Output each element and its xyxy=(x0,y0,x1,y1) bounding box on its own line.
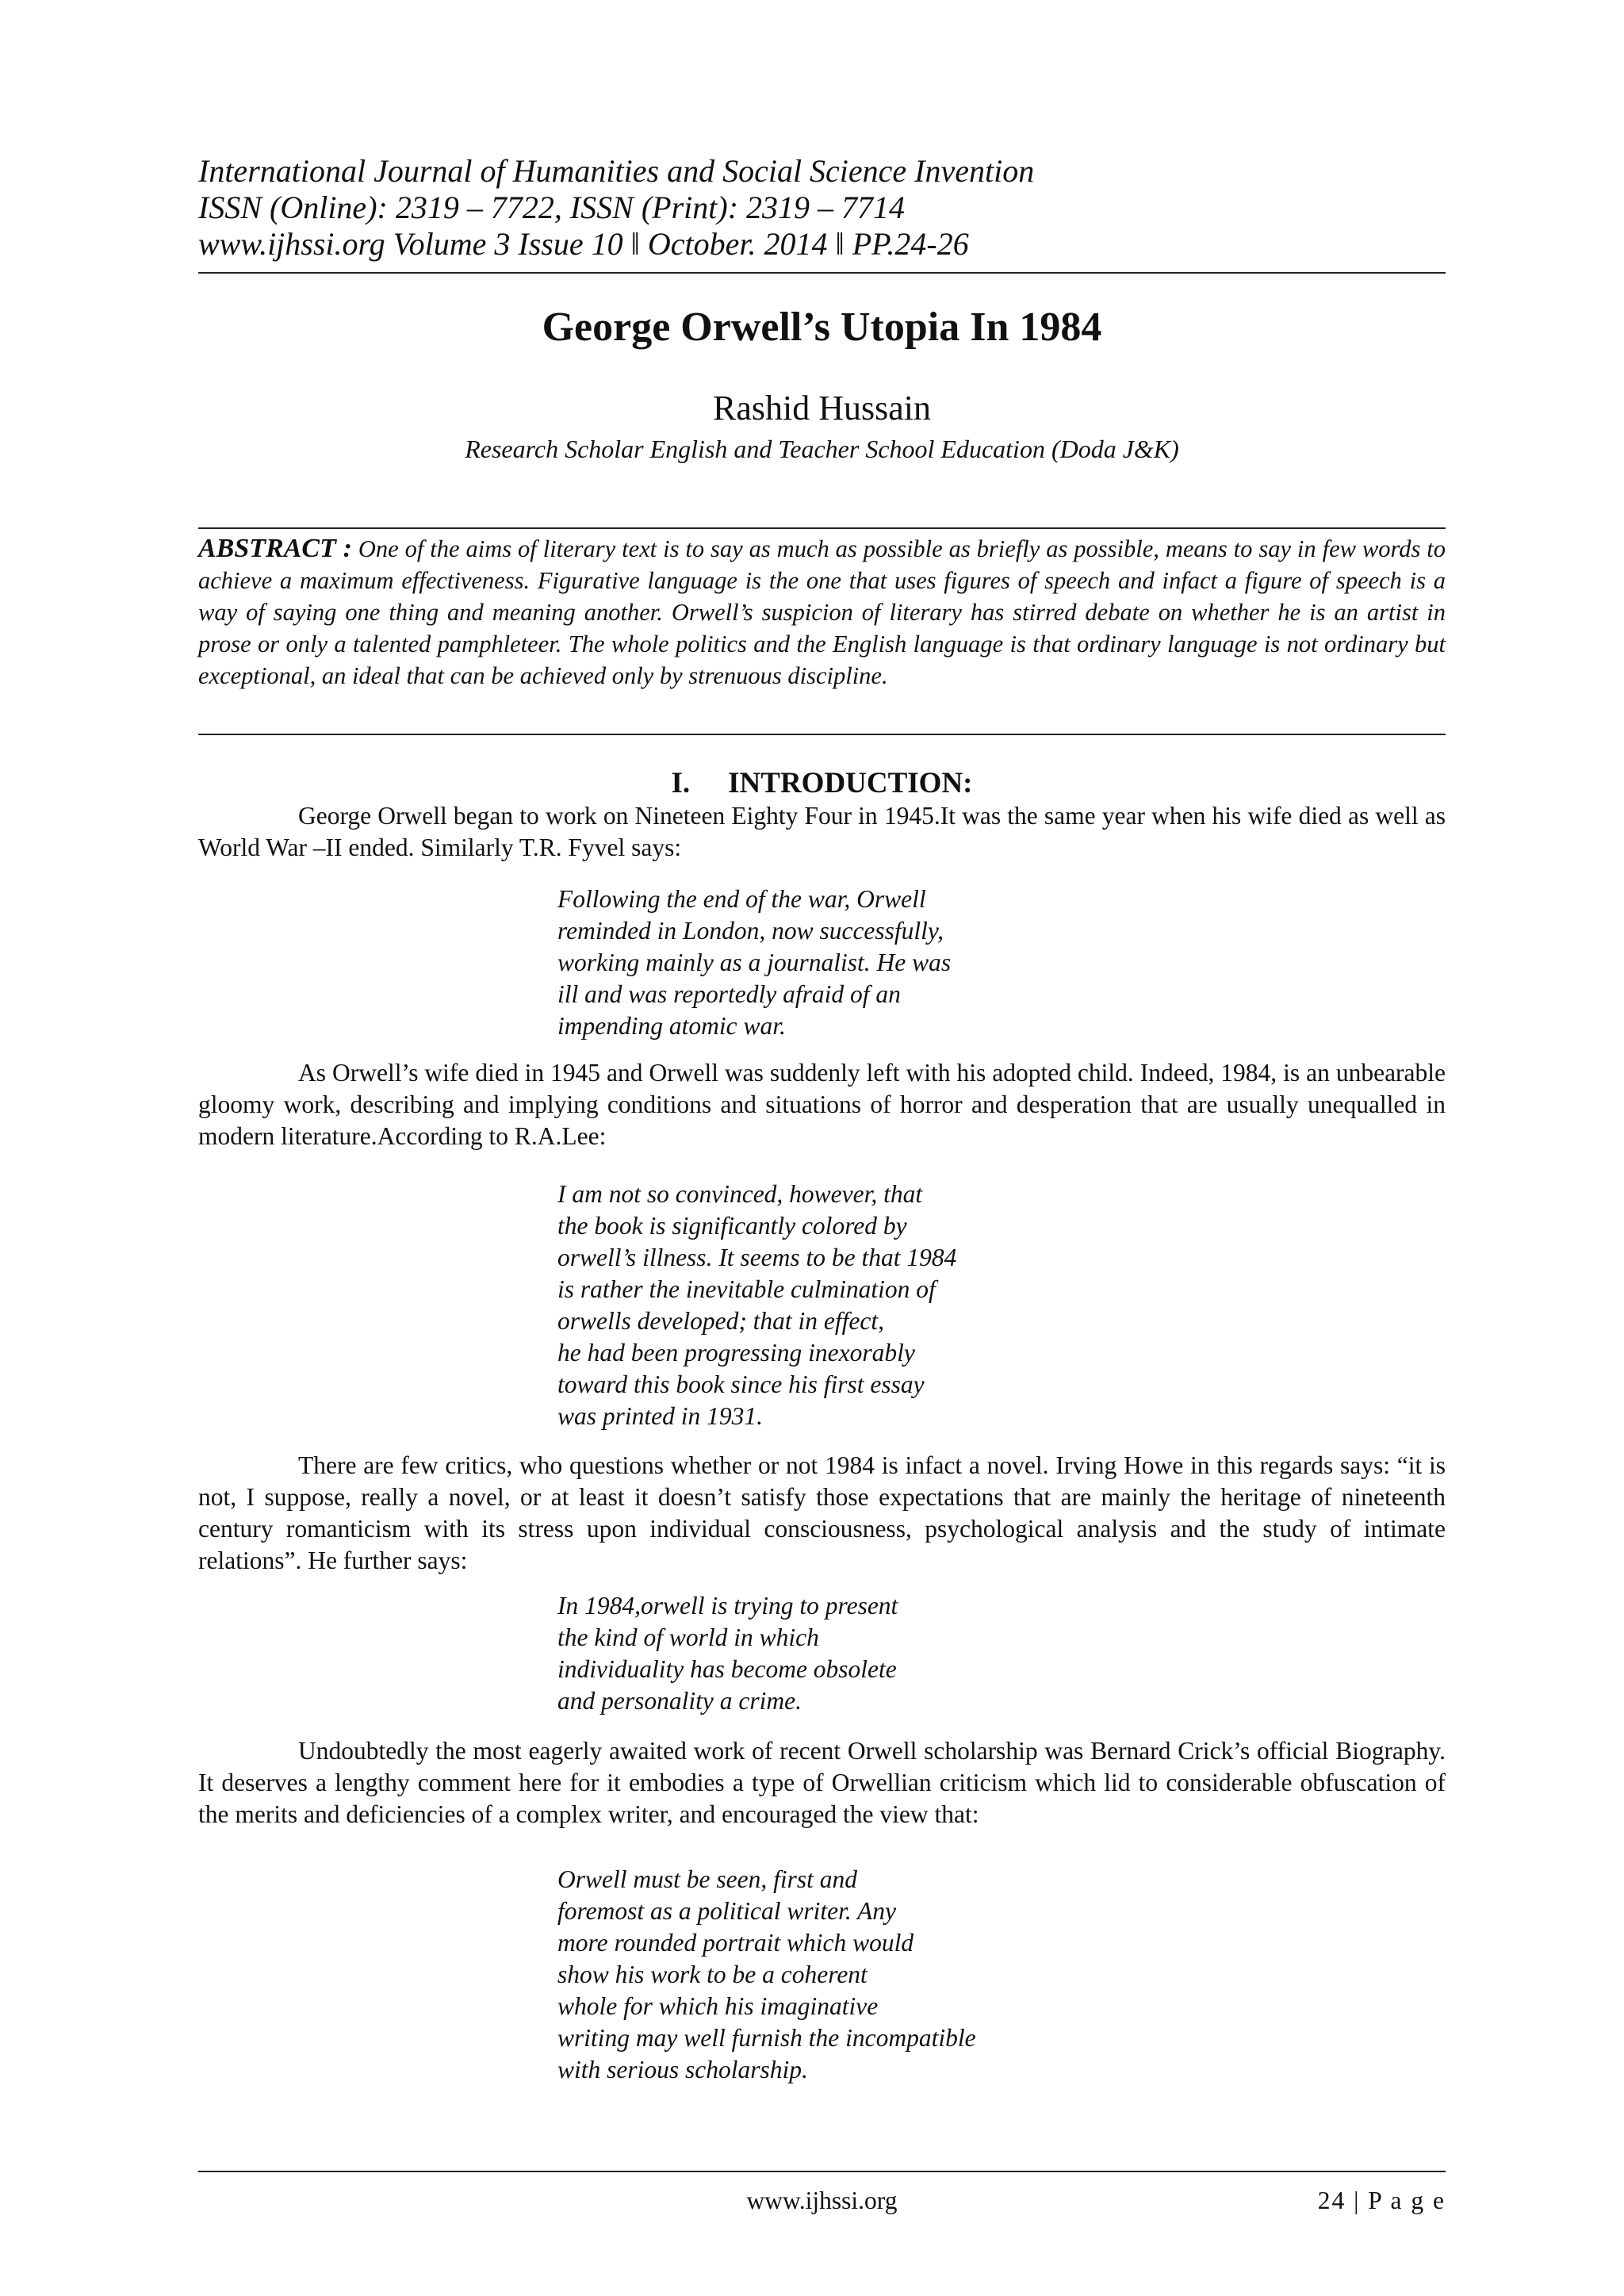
abstract xyxy=(198,533,1446,692)
abstract-label: ABSTRACT : xyxy=(198,534,352,563)
footer-page-number: 24 | P a g e xyxy=(1317,2187,1446,2214)
body-paragraph-4: Undoubtedly the most eagerly awaited work of recent Orwell scholarship was Bernard Crick’s official Biography. It deserves a lengthy comment here for it embodies a type of Orwellian criticism which lid to considerable obfuscation of the merits and deficiencies of a complex writer, and encouraged the view that: xyxy=(198,1737,1446,1828)
body-paragraph-1: George Orwell began to work on Nineteen Eighty Four in 1945.It was the same year when his wife died as well as World War –II ended. Similarly T.R. Fyvel says: xyxy=(198,802,1446,861)
author-affiliation: Research Scholar English and Teacher School Education (Doda J&K) xyxy=(465,435,1179,463)
block-quote-3: In 1984,orwell is trying to present the kind of world in which individuality has become obsolete and personality a crime. xyxy=(557,1592,898,1715)
body-paragraph-2: As Orwell’s wife died in 1945 and Orwell was suddenly left with his adopted child. Indeed, 1984, is an unbearable gloomy work, describing and implying conditions and situations of horror and desperation that are usually unequalled in modern literature.According to R.A.Lee: xyxy=(198,1059,1446,1150)
journal-issn: ISSN (Online): 2319 – 7722, ISSN (Print): 2319 – 7714 xyxy=(198,190,906,225)
journal-name: International Journal of Humanities and Social Science Invention xyxy=(198,153,1035,189)
block-quote-4: Orwell must be seen, first and foremost as a political writer. Any more rounded portrait which would show his work to be a coherent whole for which his imaginative writing may well furnish the incompatible with serious scholarship. xyxy=(557,1865,976,2083)
article-title: George Orwell’s Utopia In 1984 xyxy=(542,305,1102,350)
footer-rule xyxy=(198,2171,1446,2172)
section-title: INTRODUCTION: xyxy=(728,767,973,799)
section-heading xyxy=(198,766,1446,801)
body-paragraph-3: There are few critics, who questions whether or not 1984 is infact a novel. Irving Howe in this regards says: “it is not, I suppose, really a novel, or at least it doesn’t satisfy those expectations that are mainly the heritage of nineteenth century romanticism with its stress upon individual consciousness, psychological analysis and the study of intimate relations”. He further says: xyxy=(198,1451,1446,1574)
header-rule xyxy=(198,272,1446,274)
abstract-text: One of the aims of literary text is to say as much as possible as briefly as possible, means to say in few words to achieve a maximum effectiveness. Figurative language is the one that uses figures of speech and infact a figure of speech is a way of saying one thing and meaning another. Orwell’s suspicion of literary has stirred debate on whether he is an artist in prose or only a talented pamphleteer. The whole politics and the English language is that ordinary language is not ordinary but exceptional, an ideal that can be achieved only by strenuous discipline. xyxy=(198,535,1446,689)
section-number: I. xyxy=(671,767,691,799)
block-quote-2: I am not so convinced, however, that the book is significantly colored by orwell’s illness. It seems to be that 1984 is rather the inevitable culmination of orwells developed; that in effect, he had been progressing inexorably toward this book since his first essay was printed in 1931. xyxy=(557,1180,957,1430)
abstract-top-rule xyxy=(198,527,1446,529)
article-author: Rashid Hussain xyxy=(713,389,931,427)
abstract-bottom-rule xyxy=(198,734,1446,735)
block-quote-1: Following the end of the war, Orwell reminded in London, now successfully, working mainly as a journalist. He was ill and was reportedly afraid of an impending atomic war. xyxy=(557,885,952,1040)
footer-url: www.ijhssi.org xyxy=(746,2187,898,2214)
journal-issue: www.ijhssi.org Volume 3 Issue 10 ǁ October. 2014 ǁ PP.24-26 xyxy=(198,226,969,262)
journal-header xyxy=(198,153,1446,263)
